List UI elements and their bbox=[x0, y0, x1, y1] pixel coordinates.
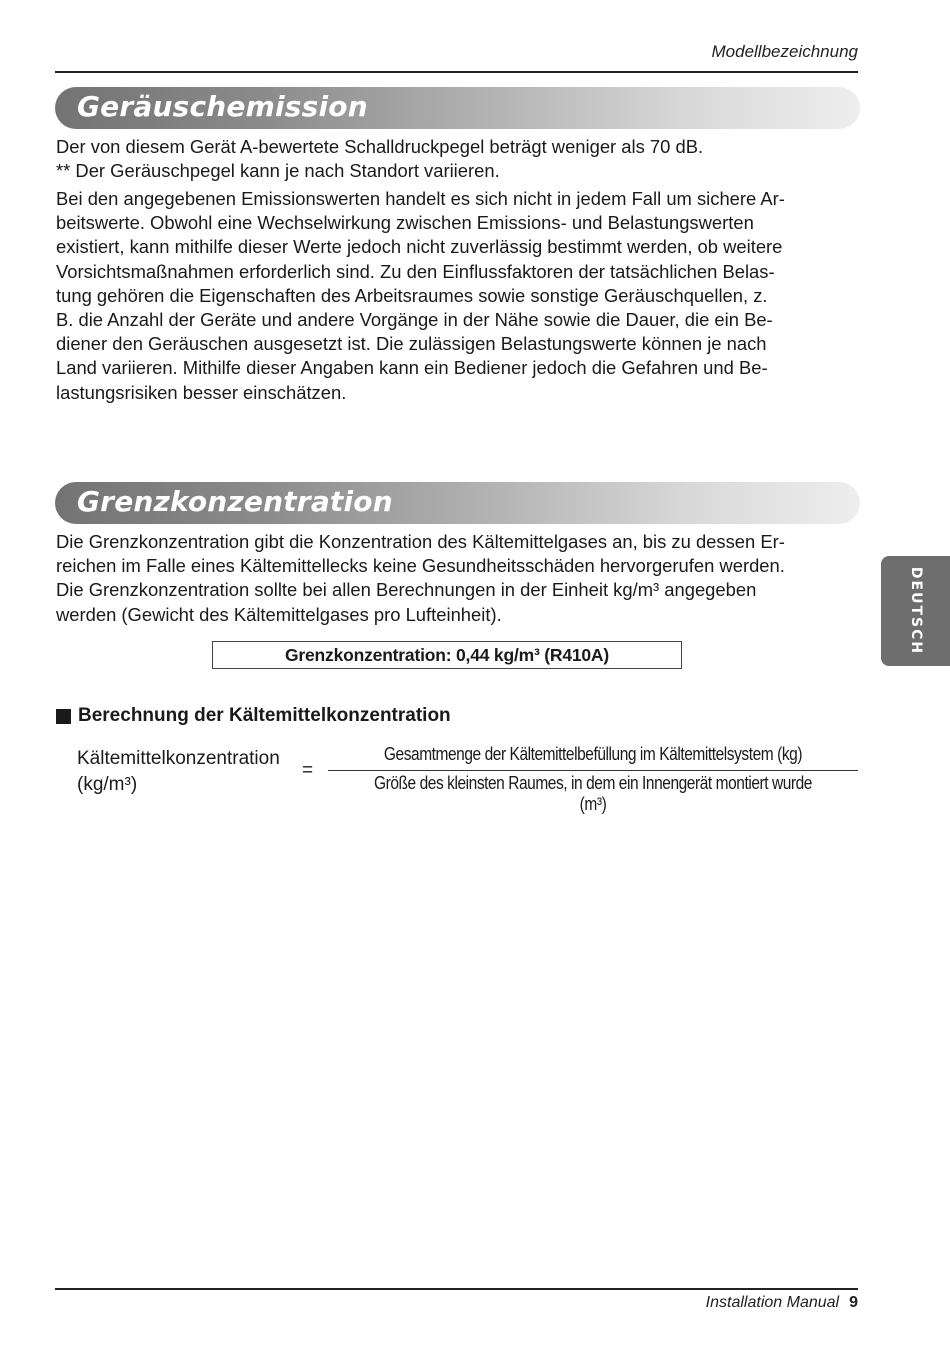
formula-numerator: Gesamtmenge der Kältemittelbefüllung im Kältemittelsystem (kg) bbox=[383, 744, 803, 764]
language-tab bbox=[881, 556, 950, 666]
section-title-noise: Geräuschemission bbox=[77, 90, 368, 123]
page-number: 9 bbox=[849, 1294, 858, 1311]
noise-paragraph-line: Bei den angegebenen Emissionswerten handelt es sich nicht in jedem Fall um sichere Ar- bbox=[56, 188, 785, 209]
noise-paragraph-line: lastungsrisiken besser einschätzen. bbox=[56, 381, 347, 403]
section-header-noise bbox=[55, 87, 860, 129]
footer-manual-label: Installation Manual bbox=[705, 1294, 840, 1311]
limit-paragraph-line: werden (Gewicht des Kältemittelgases pro Lufteinheit). bbox=[56, 603, 502, 625]
limit-paragraph-line: Die Grenzkonzentration gibt die Konzentration des Kältemittelgases an, bis zu dessen Er- bbox=[56, 531, 785, 552]
formula-lhs bbox=[77, 746, 280, 798]
section-header-limit bbox=[55, 482, 860, 524]
formula-denominator: Größe des kleinsten Raumes, in dem ein Innengerät montiert wurde (m³) bbox=[374, 773, 812, 814]
formula-equals: = bbox=[302, 760, 314, 781]
bottom-divider bbox=[55, 1288, 858, 1290]
noise-line-2: ** Der Geräuschpegel kann je nach Standort variieren. bbox=[56, 160, 500, 181]
calc-heading bbox=[56, 705, 451, 727]
language-tab-label: DEUTSCH bbox=[907, 566, 924, 656]
section-title-limit: Grenzkonzentration bbox=[77, 485, 393, 518]
square-bullet-icon bbox=[56, 709, 71, 724]
noise-paragraph-line: existiert, kann mithilfe dieser Werte jedoch nicht zuverlässig bestimmt werden, ob weitere bbox=[56, 236, 783, 258]
noise-paragraph-line: tung gehören die Eigenschaften des Arbeitsraumes sowie sonstige Geräuschquellen, z. bbox=[56, 284, 768, 306]
noise-paragraph-line: diener den Geräuschen ausgesetzt ist. Die zulässigen Belastungswerte können je nach bbox=[56, 333, 767, 355]
calc-heading-text: Berechnung der Kältemittelkonzentration bbox=[78, 705, 451, 726]
formula-lhs-unit: (kg/m³) bbox=[77, 774, 138, 795]
limit-value-text: Grenzkonzentration: 0,44 kg/m³ (R410A) bbox=[285, 644, 609, 665]
limit-paragraph bbox=[56, 530, 856, 627]
header-model-label: Modellbezeichnung bbox=[711, 42, 858, 61]
limit-paragraph-line: Die Grenzkonzentration sollte bei allen Berechnungen in der Einheit kg/m³ angegeben bbox=[56, 579, 757, 601]
noise-paragraph-line: Land variieren. Mithilfe dieser Angaben kann ein Bediener jedoch die Gefahren und Be- bbox=[56, 357, 768, 379]
limit-paragraph-line: reichen im Falle eines Kältemittellecks keine Gesundheitsschäden hervorgerufen werden. bbox=[56, 555, 785, 577]
noise-paragraph-line: Vorsichtsmaßnahmen erforderlich sind. Zu den Einflussfaktoren der tatsächlichen Belas- bbox=[56, 260, 775, 282]
noise-paragraph-line: beitswerte. Obwohl eine Wechselwirkung zwischen Emissions- und Belastungswerten bbox=[56, 212, 754, 234]
noise-paragraph-line: B. die Anzahl der Geräte und andere Vorgänge in der Nähe sowie die Dauer, die ein Be- bbox=[56, 309, 773, 331]
footer bbox=[706, 1294, 858, 1312]
fraction-line bbox=[328, 770, 858, 771]
formula-lhs-label: Kältemittelkonzentration bbox=[77, 748, 280, 769]
top-divider bbox=[55, 71, 858, 73]
limit-value-box bbox=[212, 641, 682, 669]
noise-line-1: Der von diesem Gerät A-bewertete Schalldruckpegel beträgt weniger als 70 dB. bbox=[56, 136, 704, 157]
noise-paragraph bbox=[56, 187, 856, 405]
